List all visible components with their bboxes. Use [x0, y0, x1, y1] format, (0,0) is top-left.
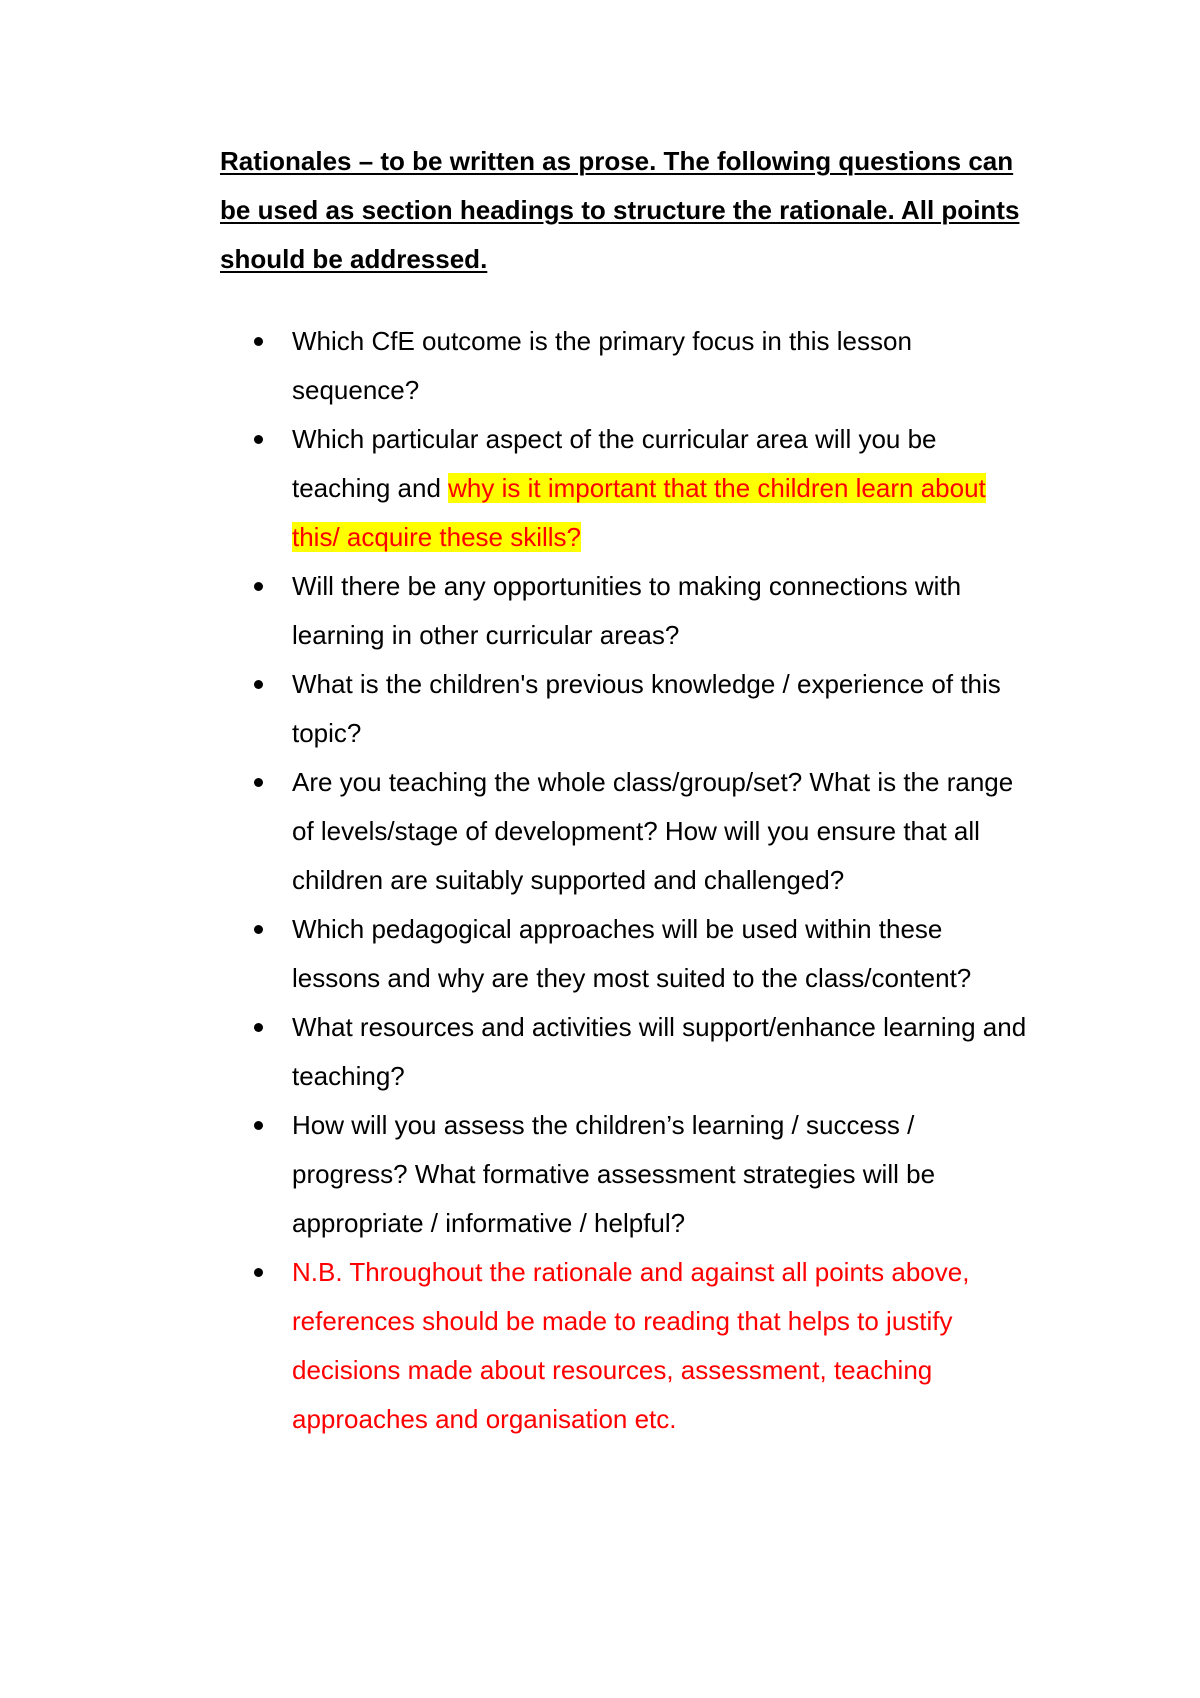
list-item-text: Which CfE outcome is the primary focus in this lesson sequence? — [292, 326, 912, 405]
question-list — [0, 317, 1200, 1444]
highlighted-text: why is it important that the children learn about this/ acquire these skills? — [292, 473, 986, 552]
bullet-icon — [254, 925, 263, 934]
list-item-text: What is the children's previous knowledge / experience of this topic? — [292, 669, 1001, 748]
note-text: N.B. Throughout the rationale and against all points above, references should be made to reading that helps to justify decisions made about resources, assessment, teaching approaches and organisation etc. — [292, 1257, 970, 1434]
list-item-text: What resources and activities will support/enhance learning and teaching? — [292, 1012, 1027, 1091]
bullet-icon — [254, 1268, 263, 1277]
list-item — [0, 317, 1032, 415]
bullet-icon — [254, 1023, 263, 1032]
list-item-text: Will there be any opportunities to making connections with learning in other curricular areas? — [292, 571, 962, 650]
bullet-icon — [254, 1121, 263, 1130]
document-heading: Rationales – to be written as prose. The following questions can be used as section headings to structure the rationale. All points should be addressed. — [220, 146, 1020, 274]
list-item — [0, 1101, 1032, 1248]
bullet-icon — [254, 582, 263, 591]
list-item-text: Are you teaching the whole class/group/set? What is the range of levels/stage of development? How will you ensure that all children are suitably supported and challenged? — [292, 767, 1014, 895]
bullet-icon — [254, 778, 263, 787]
list-item — [0, 1003, 1032, 1101]
list-item — [0, 660, 1032, 758]
list-item — [0, 415, 1032, 562]
bullet-icon — [254, 435, 263, 444]
note-list-item — [0, 1248, 1032, 1444]
list-item-text: Which particular aspect of the curricular area will you be teaching and — [292, 424, 937, 503]
list-item-text: Which pedagogical approaches will be used within these lessons and why are they most suited to the class/content? — [292, 914, 972, 993]
list-item — [0, 758, 1032, 905]
bullet-icon — [254, 337, 263, 346]
list-item — [0, 905, 1032, 1003]
bullet-icon — [254, 680, 263, 689]
list-item-text: How will you assess the children’s learning / success / progress? What formative assessment strategies will be appropriate / informative / helpful? — [292, 1110, 936, 1238]
list-item — [0, 562, 1032, 660]
